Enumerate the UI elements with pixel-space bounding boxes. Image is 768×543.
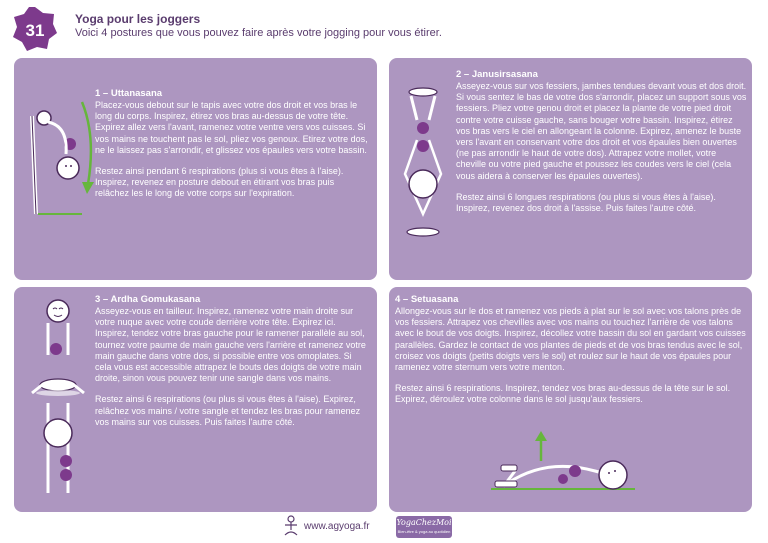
posture-instructions: Asseyez-vous sur vos fessiers, jambes tendues devant vous et dos droit. Si vous sentez le bas de votre dos s'arrondir, placez un support sous vos fessiers. Pliez votre genou droit et placez la plante de votre pied droit contre votre cuisse gauche, sans bouger votre bassin. Inspirez, étirez vos bras vers le ciel en allongeant la colonne. Expirez, amenez le buste vers l'avant en conservant votre dos droit et vos épaules bien ouvertes (ne pas arrondir le haut de votre dos). Attrapez votre mollet, votre cheville ou votre pied gauche et poussez les coudes vers le ciel (cela vous aidera à conserver les épaules ouvertes). — [456, 81, 747, 181]
yogachezmoi-logo — [396, 516, 452, 538]
uttanasana-figure-icon — [18, 96, 98, 224]
posture-instructions: Asseyez-vous en tailleur. Inspirez, ramenez votre main droite sur votre nuque avec votre coude derrière votre tête. Expirez ici. Inspirez, tendez votre bras gauche pour le ramener parallèle au sol, tournez votre paume de main gauche vers l'arrière et ramenez votre main gauche dans votre dos, si possible entre vos omoplates. Si cela vous est accessible attrapez le bouts des doigts de votre main droite, sinon vous pouvez tenir une sangle dans vos mains. — [95, 306, 366, 384]
posture-card-uttanasana — [14, 58, 377, 280]
posture-hold: Restez ainsi 6 longues respirations (ou plus si vous êtes à l'aise). Inspirez, revenez dos droit à l'assise. Puis faites l'autre côté. — [456, 191, 716, 214]
agyoga-logo-icon — [282, 515, 300, 539]
posture-card-janusirsasana — [389, 58, 752, 280]
posture-title: 4 – Setuasana — [395, 294, 459, 305]
posture-card-ardha-gomukasana — [14, 287, 377, 512]
posture-hold: Restez ainsi 6 respirations (ou plus si vous êtes à l'aise). Expirez, relâchez vos mains / votre sangle et tendez les bras pour ramenez vos mains sur vos cuisses. Puis faites l'autre côté. — [95, 394, 361, 427]
posture-title: 3 – Ardha Gomukasana — [95, 294, 201, 305]
brand-name: YogaChezMoi — [396, 518, 452, 527]
footer-url-link[interactable]: www.agyoga.fr — [304, 521, 370, 532]
ardha-gomukasana-figure-icon — [28, 293, 94, 505]
page-title: Yoga pour les joggers — [75, 12, 201, 26]
posture-instructions: Allongez-vous sur le dos et ramenez vos pieds à plat sur le sol avec vos talons près de vos fessiers. Attrapez vos chevilles avec vos mains ou touchez l'arrière de vos talons avec le bout de vos doigts. Inspirez, décollez votre bassin du sol en gardant vos cuisses parallèles. Gardez le contact de vos plantes de pieds et de vos bras tendus avec le sol, croisez vos doigts (petits doigts vers le sol) et roulez sur le haut de vos épaules pour ramenez votre sternum vers votre menton. — [395, 306, 746, 373]
number-badge-icon — [12, 6, 58, 52]
badge-number: 31 — [25, 21, 45, 40]
posture-title: 2 – Janusirsasana — [456, 69, 538, 80]
setuasana-figure-icon — [485, 427, 655, 507]
janusirsasana-figure-icon — [393, 84, 455, 244]
brand-tagline: Bien-être & yoga au quotidien — [397, 529, 451, 534]
posture-card-setuasana — [389, 287, 752, 512]
posture-hold: Restez ainsi pendant 6 respirations (plus si vous êtes à l'aise). Inspirez, revenez en posture debout en étirant vos bras puis relâchez les le long de votre corps sur l'expiration. — [95, 166, 344, 199]
posture-hold: Restez ainsi 6 respirations. Inspirez, tendez vos bras au-dessus de la tête sur le sol. Expirez, déroulez votre colonne dans le sol jusqu'aux fessiers. — [395, 383, 731, 405]
posture-instructions: Placez-vous debout sur le tapis avec votre dos droit et vos bras le long du corps. Inspirez, étirez vos bras au-dessus de votre tête. Expirez allez vers l'avant, ramenez votre ventre vers vos cuisses. Si vos mains ne touchent pas le sol, pliez vos genoux. Etirez votre dos, ne le laissez pas s'arrondir, et glissez vos épaules vers votre bassin. — [95, 100, 368, 155]
page-subtitle: Voici 4 postures que vous pouvez faire après votre jogging pour vous étirer. — [75, 27, 442, 39]
posture-title: 1 – Uttanasana — [95, 88, 163, 99]
